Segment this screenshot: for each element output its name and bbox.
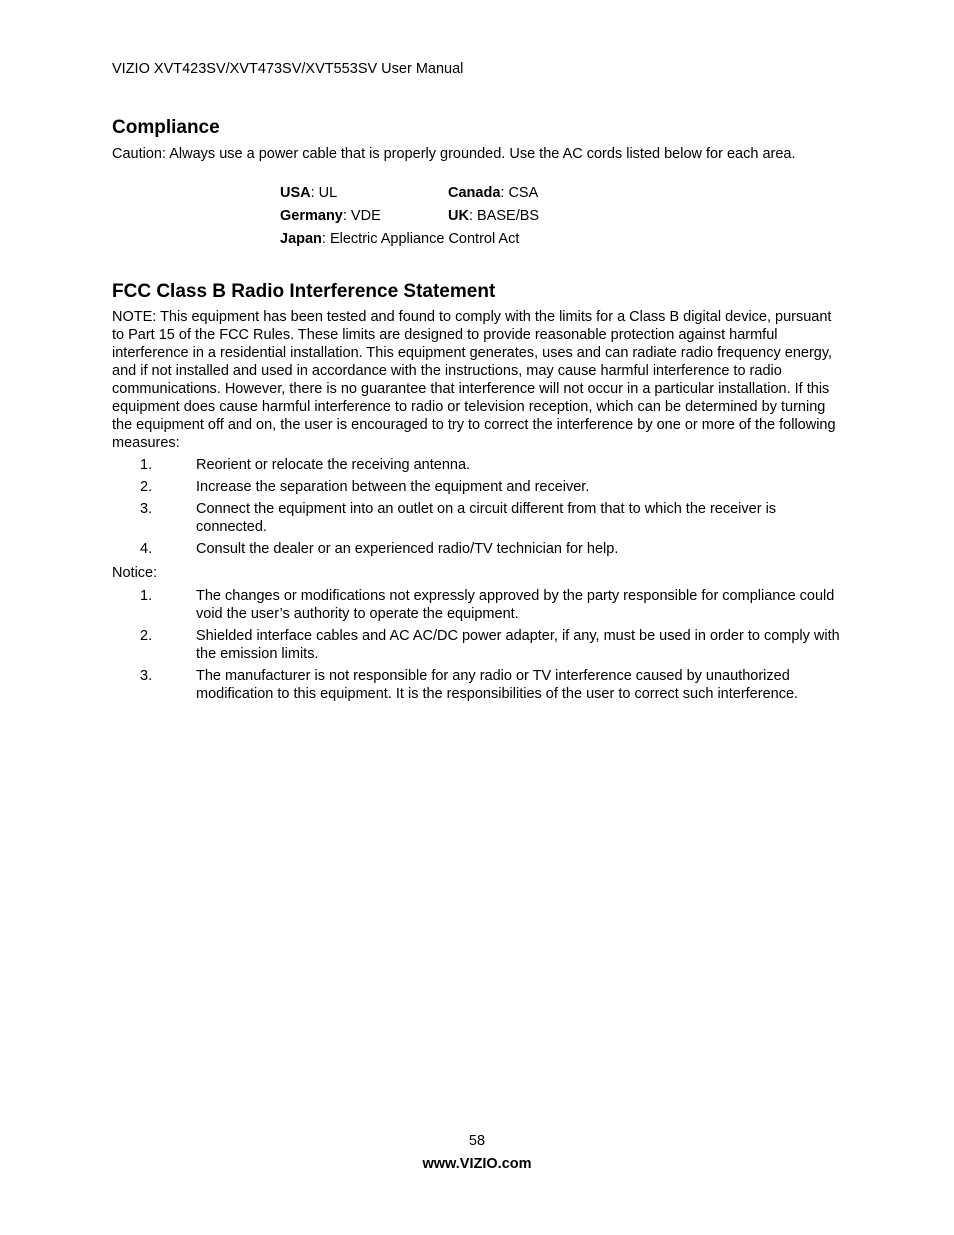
list-item: 4. Consult the dealer or an experienced radio/TV technician for help. bbox=[140, 541, 619, 557]
running-header: VIZIO XVT423SV/XVT473SV/XVT553SV User Manual bbox=[112, 61, 464, 77]
list-item: 3. The manufacturer is not responsible for any radio or TV interference caused by unauthorized modification to this equipment. It is the responsibilities of the user to correct such interference. bbox=[140, 668, 799, 702]
compliance-heading: Compliance bbox=[112, 117, 220, 138]
list-item: 2. Shielded interface cables and AC AC/DC power adapter, if any, must be used in order to comply with the emission limits. bbox=[140, 628, 840, 662]
footer-url: www.VIZIO.com bbox=[422, 1156, 532, 1172]
notice-label: Notice: bbox=[112, 565, 158, 581]
measures-list bbox=[112, 456, 844, 562]
list-item: 1. The changes or modifications not expressly approved by the party responsible for compliance could void the user’s authority to operate the equipment. bbox=[140, 588, 835, 622]
cord-entry-canada: Canada: CSA bbox=[448, 185, 539, 201]
page-number: 58 bbox=[468, 1133, 486, 1149]
list-item: 1. Reorient or relocate the receiving antenna. bbox=[140, 457, 471, 473]
cord-entry-germany: Germany: VDE bbox=[280, 208, 381, 224]
list-item: 3. Connect the equipment into an outlet on a circuit different from that to which the receiver is connected. bbox=[140, 501, 777, 535]
cord-entry-japan: Japan: Electric Appliance Control Act bbox=[280, 231, 520, 247]
compliance-caution: Caution: Always use a power cable that is properly grounded. Use the AC cords listed below for each area. bbox=[112, 146, 796, 162]
fcc-heading: FCC Class B Radio Interference Statement bbox=[112, 281, 496, 302]
fcc-note: NOTE: This equipment has been tested and found to comply with the limits for a Class B digital device, pursuant to Part 15 of the FCC Rules. These limits are designed to provide reasonable protection against harmful interference in a residential installation. This equipment generates, uses and can radiate radio frequency energy, and if not installed and used in accordance with the instructions, may cause harmful interference to radio communications. However, there is no guarantee that interference will not occur in a particular installation. If this equipment does cause harmful interference to radio or television reception, which can be determined by turning the equipment off and on, the user is encouraged to try to correct the interference by one or more of the following measures: bbox=[112, 309, 836, 451]
cord-entry-usa: USA: UL bbox=[280, 185, 338, 201]
list-item: 2. Increase the separation between the equipment and receiver. bbox=[140, 479, 590, 495]
cord-entry-uk: UK: BASE/BS bbox=[448, 208, 540, 224]
notices-list bbox=[112, 587, 844, 707]
